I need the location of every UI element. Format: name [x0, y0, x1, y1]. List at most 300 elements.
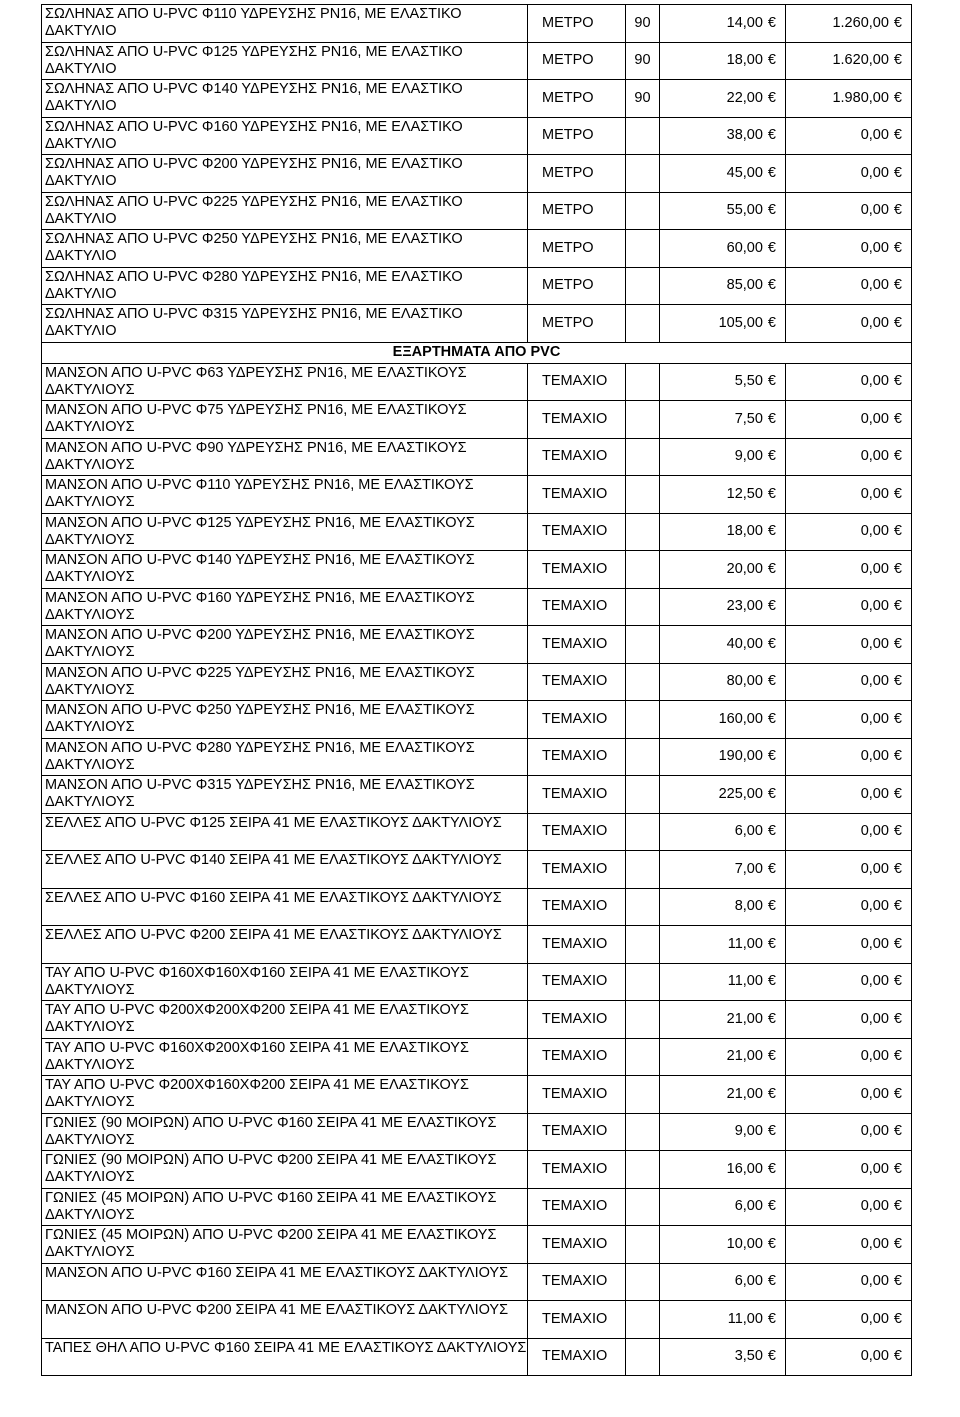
item-unit-price: [660, 438, 786, 476]
euro-sign: €: [893, 127, 902, 144]
euro-sign: €: [893, 164, 902, 181]
euro-sign: €: [767, 410, 776, 427]
item-unit-price-text: 21,00: [726, 1048, 763, 1065]
item-unit-text: ΤΕΜΑΧΙΟ: [542, 898, 608, 915]
item-total: [786, 851, 912, 889]
table-row: [42, 1038, 912, 1076]
euro-sign: €: [767, 748, 776, 765]
item-unit-price-text: 45,00: [726, 164, 763, 181]
item-total-text: 0,00: [860, 1348, 889, 1365]
item-total: [786, 1226, 912, 1264]
item-total: [786, 888, 912, 926]
item-description-text: ΣΩΛΗΝΑΣ ΑΠΟ U-PVC Φ125 ΥΔΡΕΥΣΗΣ PN16, ΜΕ ΕΛΑΣΤΙΚΟ ΔΑΚΤΥΛΙΟ: [45, 43, 463, 77]
item-quantity: [626, 1151, 660, 1189]
item-description-text: ΓΩΝΙΕΣ (45 ΜΟΙΡΩΝ) ΑΠΟ U-PVC Φ200 ΣΕΙΡΑ 41 ΜΕ ΕΛΑΣΤΙΚΟΥΣ ΔΑΚΤΥΛΙΟΥΣ: [45, 1227, 497, 1260]
item-unit-text: ΤΕΜΑΧΙΟ: [542, 748, 608, 765]
item-total-text: 0,00: [860, 710, 889, 727]
item-description: [42, 926, 528, 964]
euro-sign: €: [767, 1235, 776, 1252]
euro-sign: €: [767, 127, 776, 144]
euro-sign: €: [767, 935, 776, 952]
item-unit: [528, 776, 626, 814]
item-description-text: ΣΩΛΗΝΑΣ ΑΠΟ U-PVC Φ250 ΥΔΡΕΥΣΗΣ PN16, ΜΕ ΕΛΑΣΤΙΚΟ ΔΑΚΤΥΛΙΟ: [45, 231, 463, 264]
item-unit-price: [660, 513, 786, 551]
item-unit: [528, 926, 626, 964]
item-description: [42, 626, 528, 664]
item-description-text: ΣΕΛΛΕΣ ΑΠΟ U-PVC Φ125 ΣΕΙΡΑ 41 ΜΕ ΕΛΑΣΤΙΚΟΥΣ ΔΑΚΤΥΛΙΟΥΣ: [45, 814, 502, 831]
item-total-text: 0,00: [860, 598, 889, 615]
item-description-text: ΣΕΛΛΕΣ ΑΠΟ U-PVC Φ200 ΣΕΙΡΑ 41 ΜΕ ΕΛΑΣΤΙΚΟΥΣ ΔΑΚΤΥΛΙΟΥΣ: [45, 927, 502, 943]
euro-sign: €: [767, 448, 776, 465]
item-unit: [528, 1076, 626, 1114]
table-row: [42, 401, 912, 439]
euro-sign: €: [767, 898, 776, 915]
item-unit-text: ΤΕΜΑΧΙΟ: [542, 673, 608, 690]
item-quantity: [626, 1001, 660, 1039]
item-unit-price: [660, 5, 786, 43]
item-total-text: 0,00: [860, 314, 889, 331]
table-row: [42, 888, 912, 926]
item-description-text: ΜΑΝΣΟΝ ΑΠΟ U-PVC Φ160 ΣΕΙΡΑ 41 ΜΕ ΕΛΑΣΤΙΚΟΥΣ ΔΑΚΤΥΛΙΟΥΣ: [45, 1264, 509, 1281]
item-unit-text: ΜΕΤΡΟ: [542, 239, 594, 256]
item-unit-price: [660, 267, 786, 305]
item-unit-price-text: 11,00: [727, 935, 763, 952]
item-quantity: [626, 476, 660, 514]
euro-sign: €: [893, 1235, 902, 1252]
item-unit: [528, 267, 626, 305]
item-description-text: ΣΩΛΗΝΑΣ ΑΠΟ U-PVC Φ110 ΥΔΡΕΥΣΗΣ PN16, ΜΕ ΕΛΑΣΤΙΚΟ ΔΑΚΤΥΛΙΟ: [45, 6, 462, 39]
item-quantity: [626, 663, 660, 701]
item-unit: [528, 401, 626, 439]
table-row: [42, 738, 912, 776]
item-unit-price-text: 6,00: [734, 823, 763, 840]
item-total-text: 0,00: [860, 1123, 889, 1140]
item-unit-text: ΤΕΜΑΧΙΟ: [542, 1273, 608, 1290]
item-total: [786, 626, 912, 664]
item-description-text: ΣΩΛΗΝΑΣ ΑΠΟ U-PVC Φ280 ΥΔΡΕΥΣΗΣ PN16, ΜΕ ΕΛΑΣΤΙΚΟ ΔΑΚΤΥΛΙΟ: [45, 268, 463, 302]
item-quantity: [626, 401, 660, 439]
euro-sign: €: [893, 935, 902, 952]
item-total-text: 0,00: [860, 1048, 889, 1065]
table-row: [42, 1226, 912, 1264]
item-total-text: 0,00: [860, 560, 889, 577]
euro-sign: €: [893, 973, 902, 990]
euro-sign: €: [893, 785, 902, 802]
item-total: [786, 192, 912, 230]
euro-sign: €: [893, 52, 902, 69]
item-total: [786, 438, 912, 476]
item-unit-price: [660, 117, 786, 155]
euro-sign: €: [767, 373, 776, 390]
item-quantity: [626, 1226, 660, 1264]
item-description-text: ΣΩΛΗΝΑΣ ΑΠΟ U-PVC Φ225 ΥΔΡΕΥΣΗΣ PN16, ΜΕ ΕΛΑΣΤΙΚΟ ΔΑΚΤΥΛΙΟ: [45, 193, 463, 227]
item-total: [786, 738, 912, 776]
item-description: [42, 1188, 528, 1226]
item-unit-text: ΤΕΜΑΧΙΟ: [542, 1048, 608, 1065]
table-row: [42, 701, 912, 739]
item-unit-text: ΜΕΤΡΟ: [542, 89, 594, 106]
item-quantity: [626, 1301, 660, 1339]
item-description: [42, 1001, 528, 1039]
table-row: [42, 513, 912, 551]
item-unit-text: ΤΕΜΑΧΙΟ: [542, 973, 608, 990]
euro-sign: €: [893, 898, 902, 915]
item-total: [786, 1076, 912, 1114]
item-total-text: 0,00: [860, 823, 889, 840]
item-unit-price: [660, 888, 786, 926]
item-unit-text: ΤΕΜΑΧΙΟ: [542, 560, 608, 577]
item-unit: [528, 155, 626, 193]
item-description-text: ΜΑΝΣΟΝ ΑΠΟ U-PVC Φ315 ΥΔΡΕΥΣΗΣ PN16, ΜΕ ΕΛΑΣΤΙΚΟΥΣ ΔΑΚΤΥΛΙΟΥΣ: [45, 777, 475, 810]
euro-sign: €: [893, 1310, 902, 1327]
item-total-text: 0,00: [860, 785, 889, 802]
item-unit-price: [660, 738, 786, 776]
item-description-text: ΜΑΝΣΟΝ ΑΠΟ U-PVC Φ225 ΥΔΡΕΥΣΗΣ PN16, ΜΕ ΕΛΑΣΤΙΚΟΥΣ ΔΑΚΤΥΛΙΟΥΣ: [45, 664, 475, 698]
item-total-text: 0,00: [860, 127, 889, 144]
item-quantity: [626, 963, 660, 1001]
item-description: [42, 5, 528, 43]
item-total: [786, 42, 912, 80]
item-description-text: ΣΕΛΛΕΣ ΑΠΟ U-PVC Φ160 ΣΕΙΡΑ 41 ΜΕ ΕΛΑΣΤΙΚΟΥΣ ΔΑΚΤΥΛΙΟΥΣ: [45, 889, 502, 906]
item-unit-text: ΤΕΜΑΧΙΟ: [542, 448, 608, 465]
euro-sign: €: [767, 1010, 776, 1027]
euro-sign: €: [893, 1160, 902, 1177]
euro-sign: €: [893, 560, 902, 577]
item-description: [42, 1076, 528, 1114]
item-total-text: 0,00: [860, 935, 889, 952]
item-description-text: ΜΑΝΣΟΝ ΑΠΟ U-PVC Φ75 ΥΔΡΕΥΣΗΣ PN16, ΜΕ ΕΛΑΣΤΙΚΟΥΣ ΔΑΚΤΥΛΙΟΥΣ: [45, 402, 467, 435]
item-total: [786, 230, 912, 268]
item-unit: [528, 1263, 626, 1301]
item-quantity: [626, 813, 660, 851]
item-quantity: [626, 776, 660, 814]
item-unit-price-text: 80,00: [726, 673, 763, 690]
euro-sign: €: [893, 860, 902, 877]
euro-sign: €: [767, 1160, 776, 1177]
item-unit-price-text: 6,00: [734, 1198, 763, 1215]
item-total: [786, 1038, 912, 1076]
euro-sign: €: [893, 1273, 902, 1290]
item-unit-price: [660, 776, 786, 814]
euro-sign: €: [893, 1010, 902, 1027]
table-row: [42, 305, 912, 343]
item-description: [42, 1263, 528, 1301]
item-description: [42, 80, 528, 118]
table-row: [42, 851, 912, 889]
item-unit: [528, 230, 626, 268]
item-total-text: 0,00: [860, 277, 889, 294]
item-total: [786, 267, 912, 305]
item-total: [786, 155, 912, 193]
table-row: [42, 80, 912, 118]
item-unit-price: [660, 230, 786, 268]
item-unit-price: [660, 1188, 786, 1226]
item-unit-text: ΤΕΜΑΧΙΟ: [542, 935, 608, 952]
item-total: [786, 117, 912, 155]
table-row: [42, 1001, 912, 1039]
euro-sign: €: [767, 1085, 776, 1102]
item-unit-price: [660, 1001, 786, 1039]
item-total-text: 0,00: [860, 1010, 889, 1027]
item-unit-price-text: 10,00: [726, 1235, 763, 1252]
item-total-text: 0,00: [860, 860, 889, 877]
euro-sign: €: [893, 485, 902, 502]
euro-sign: €: [767, 14, 776, 31]
item-description: [42, 1226, 528, 1264]
euro-sign: €: [893, 448, 902, 465]
table-row: [42, 776, 912, 814]
item-unit-price-text: 21,00: [726, 1010, 763, 1027]
item-unit-price: [660, 663, 786, 701]
item-total: [786, 1113, 912, 1151]
item-quantity: [626, 192, 660, 230]
item-description-text: ΣΩΛΗΝΑΣ ΑΠΟ U-PVC Φ140 ΥΔΡΕΥΣΗΣ PN16, ΜΕ ΕΛΑΣΤΙΚΟ ΔΑΚΤΥΛΙΟ: [45, 81, 463, 114]
euro-sign: €: [767, 635, 776, 652]
item-description: [42, 230, 528, 268]
item-description-text: ΤΑΥ ΑΠΟ U-PVC Φ200ΧΦ200ΧΦ200 ΣΕΙΡΑ 41 ΜΕ ΕΛΑΣΤΙΚΟΥΣ ΔΑΚΤΥΛΙΟΥΣ: [45, 1002, 469, 1035]
euro-sign: €: [893, 410, 902, 427]
item-description-text: ΤΑΥ ΑΠΟ U-PVC Φ200ΧΦ160ΧΦ200 ΣΕΙΡΑ 41 ΜΕ ΕΛΑΣΤΙΚΟΥΣ ΔΑΚΤΥΛΙΟΥΣ: [45, 1077, 469, 1110]
item-unit: [528, 438, 626, 476]
item-total: [786, 1188, 912, 1226]
item-unit-price-text: 18,00: [726, 52, 763, 69]
item-unit: [528, 626, 626, 664]
item-total-text: 0,00: [860, 239, 889, 256]
table-row: [42, 963, 912, 1001]
item-unit: [528, 513, 626, 551]
table-row: [42, 42, 912, 80]
item-quantity: [626, 5, 660, 43]
item-unit: [528, 1113, 626, 1151]
price-table-body: [42, 5, 912, 1376]
item-quantity: [626, 588, 660, 626]
item-quantity: [626, 888, 660, 926]
item-unit-price-text: 9,00: [734, 1123, 763, 1140]
euro-sign: €: [893, 373, 902, 390]
item-unit-text: ΤΕΜΑΧΙΟ: [542, 1123, 608, 1140]
table-row: [42, 1263, 912, 1301]
item-quantity: [626, 155, 660, 193]
table-row: [42, 1301, 912, 1339]
item-unit: [528, 305, 626, 343]
item-unit-text: ΤΕΜΑΧΙΟ: [542, 823, 608, 840]
item-quantity: [626, 926, 660, 964]
item-description: [42, 513, 528, 551]
item-quantity: [626, 438, 660, 476]
item-unit-price: [660, 626, 786, 664]
item-total: [786, 476, 912, 514]
item-description: [42, 1151, 528, 1189]
section-header-row: [42, 342, 912, 363]
euro-sign: €: [893, 673, 902, 690]
euro-sign: €: [893, 1123, 902, 1140]
euro-sign: €: [893, 239, 902, 256]
item-total-text: 0,00: [860, 1198, 889, 1215]
item-description: [42, 117, 528, 155]
item-unit-price-text: 60,00: [726, 239, 763, 256]
item-total: [786, 926, 912, 964]
euro-sign: €: [767, 860, 776, 877]
item-description: [42, 888, 528, 926]
item-quantity: [626, 551, 660, 589]
table-row: [42, 1151, 912, 1189]
item-total-text: 0,00: [860, 1085, 889, 1102]
item-unit-text: ΤΕΜΑΧΙΟ: [542, 710, 608, 727]
item-unit: [528, 1226, 626, 1264]
item-quantity: [626, 1113, 660, 1151]
euro-sign: €: [893, 89, 902, 106]
item-unit: [528, 1151, 626, 1189]
item-total: [786, 776, 912, 814]
item-quantity: [626, 305, 660, 343]
item-unit: [528, 701, 626, 739]
item-unit-price-text: 105,00: [718, 314, 763, 331]
item-description-text: ΤΑΠΕΣ ΘΗΛ ΑΠΟ U-PVC Φ160 ΣΕΙΡΑ 41 ΜΕ ΕΛΑΣΤΙΚΟΥΣ ΔΑΚΤΥΛΙΟΥΣ: [45, 1339, 527, 1356]
item-description-text: ΜΑΝΣΟΝ ΑΠΟ U-PVC Φ280 ΥΔΡΕΥΣΗΣ PN16, ΜΕ ΕΛΑΣΤΙΚΟΥΣ ΔΑΚΤΥΛΙΟΥΣ: [45, 739, 475, 773]
euro-sign: €: [893, 1348, 902, 1365]
item-description: [42, 192, 528, 230]
euro-sign: €: [893, 598, 902, 615]
item-total: [786, 363, 912, 401]
item-description-text: ΤΑΥ ΑΠΟ U-PVC Φ160ΧΦ200ΧΦ160 ΣΕΙΡΑ 41 ΜΕ ΕΛΑΣΤΙΚΟΥΣ ΔΑΚΤΥΛΙΟΥΣ: [45, 1039, 469, 1073]
euro-sign: €: [767, 823, 776, 840]
price-table: [41, 4, 912, 1376]
table-row: [42, 1338, 912, 1376]
item-unit-price-text: 7,50: [734, 410, 763, 427]
item-unit-price: [660, 1226, 786, 1264]
item-unit: [528, 80, 626, 118]
item-unit-price: [660, 476, 786, 514]
item-unit: [528, 42, 626, 80]
item-quantity: [626, 701, 660, 739]
table-row: [42, 267, 912, 305]
item-total-text: 0,00: [860, 1235, 889, 1252]
item-unit-text: ΤΕΜΑΧΙΟ: [542, 1310, 608, 1327]
item-description: [42, 813, 528, 851]
item-description: [42, 851, 528, 889]
item-description: [42, 476, 528, 514]
euro-sign: €: [767, 1123, 776, 1140]
item-unit-text: ΜΕΤΡΟ: [542, 202, 594, 219]
table-row: [42, 926, 912, 964]
item-quantity: [626, 1188, 660, 1226]
item-total: [786, 701, 912, 739]
item-total: [786, 1151, 912, 1189]
item-total: [786, 401, 912, 439]
euro-sign: €: [767, 52, 776, 69]
euro-sign: €: [767, 164, 776, 181]
euro-sign: €: [893, 523, 902, 540]
item-unit-text: ΤΕΜΑΧΙΟ: [542, 598, 608, 615]
item-unit-text: ΤΕΜΑΧΙΟ: [542, 373, 608, 390]
item-description: [42, 363, 528, 401]
item-unit-price-text: 11,00: [727, 1310, 763, 1327]
item-description-text: ΓΩΝΙΕΣ (90 ΜΟΙΡΩΝ) ΑΠΟ U-PVC Φ160 ΣΕΙΡΑ 41 ΜΕ ΕΛΑΣΤΙΚΟΥΣ ΔΑΚΤΥΛΙΟΥΣ: [45, 1114, 497, 1148]
item-unit-text: ΜΕΤΡΟ: [542, 14, 594, 31]
item-unit: [528, 192, 626, 230]
item-description: [42, 267, 528, 305]
item-description: [42, 1113, 528, 1151]
item-unit-text: ΜΕΤΡΟ: [542, 164, 594, 181]
item-unit-price-text: 18,00: [726, 523, 763, 540]
item-quantity: [626, 738, 660, 776]
item-description: [42, 305, 528, 343]
item-quantity: [626, 851, 660, 889]
item-description-text: ΓΩΝΙΕΣ (45 ΜΟΙΡΩΝ) ΑΠΟ U-PVC Φ160 ΣΕΙΡΑ 41 ΜΕ ΕΛΑΣΤΙΚΟΥΣ ΔΑΚΤΥΛΙΟΥΣ: [45, 1189, 497, 1223]
item-description: [42, 963, 528, 1001]
item-unit: [528, 363, 626, 401]
item-unit: [528, 1301, 626, 1339]
item-unit-price: [660, 1263, 786, 1301]
item-unit-price-text: 8,00: [734, 898, 763, 915]
euro-sign: €: [767, 277, 776, 294]
item-unit-price: [660, 1338, 786, 1376]
item-description: [42, 663, 528, 701]
item-unit: [528, 888, 626, 926]
table-row: [42, 230, 912, 268]
item-unit-text: ΤΕΜΑΧΙΟ: [542, 485, 608, 502]
item-description: [42, 42, 528, 80]
item-unit: [528, 5, 626, 43]
item-total: [786, 80, 912, 118]
item-total: [786, 513, 912, 551]
item-total: [786, 663, 912, 701]
table-row: [42, 192, 912, 230]
euro-sign: €: [893, 823, 902, 840]
euro-sign: €: [767, 785, 776, 802]
item-total: [786, 551, 912, 589]
item-description-text: ΜΑΝΣΟΝ ΑΠΟ U-PVC Φ125 ΥΔΡΕΥΣΗΣ PN16, ΜΕ ΕΛΑΣΤΙΚΟΥΣ ΔΑΚΤΥΛΙΟΥΣ: [45, 514, 475, 548]
euro-sign: €: [767, 1198, 776, 1215]
table-row: [42, 663, 912, 701]
euro-sign: €: [893, 277, 902, 294]
table-row: [42, 438, 912, 476]
item-description: [42, 155, 528, 193]
item-unit: [528, 117, 626, 155]
item-unit-price-text: 55,00: [726, 202, 763, 219]
item-unit-price: [660, 813, 786, 851]
item-quantity: [626, 80, 660, 118]
table-row: [42, 5, 912, 43]
item-description: [42, 401, 528, 439]
item-description: [42, 551, 528, 589]
item-quantity: [626, 117, 660, 155]
item-unit: [528, 963, 626, 1001]
item-quantity-text: 90: [634, 89, 651, 106]
item-unit-price: [660, 701, 786, 739]
item-total: [786, 1001, 912, 1039]
euro-sign: €: [893, 314, 902, 331]
item-unit-text: ΤΕΜΑΧΙΟ: [542, 635, 608, 652]
item-total: [786, 813, 912, 851]
euro-sign: €: [893, 1198, 902, 1215]
euro-sign: €: [767, 673, 776, 690]
euro-sign: €: [767, 523, 776, 540]
euro-sign: €: [767, 485, 776, 502]
item-unit-price-text: 160,00: [718, 710, 763, 727]
euro-sign: €: [767, 598, 776, 615]
item-total-text: 0,00: [860, 1160, 889, 1177]
item-unit-text: ΤΕΜΑΧΙΟ: [542, 1010, 608, 1027]
euro-sign: €: [893, 1048, 902, 1065]
item-quantity: [626, 1038, 660, 1076]
item-description: [42, 776, 528, 814]
item-description: [42, 438, 528, 476]
item-total: [786, 305, 912, 343]
item-unit-text: ΤΕΜΑΧΙΟ: [542, 785, 608, 802]
item-description-text: ΜΑΝΣΟΝ ΑΠΟ U-PVC Φ200 ΥΔΡΕΥΣΗΣ PN16, ΜΕ ΕΛΑΣΤΙΚΟΥΣ ΔΑΚΤΥΛΙΟΥΣ: [45, 627, 475, 660]
item-unit-text: ΜΕΤΡΟ: [542, 277, 594, 294]
